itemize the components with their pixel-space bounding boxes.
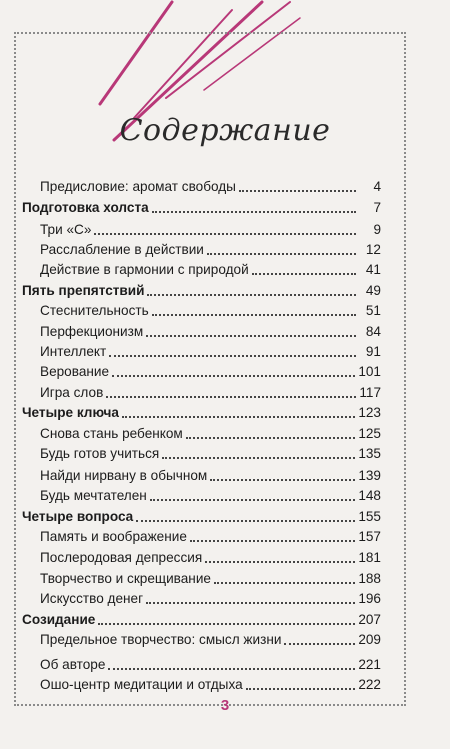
dot-leader <box>186 428 356 439</box>
dot-leader <box>207 244 356 255</box>
toc-entry-page: 135 <box>358 446 381 461</box>
toc-entry <box>40 676 381 694</box>
toc-entry <box>40 343 381 361</box>
toc-entry-page: 51 <box>365 303 381 318</box>
toc-entry-page: 207 <box>358 612 381 627</box>
toc-entry <box>40 302 381 320</box>
toc-section-entry <box>22 404 381 422</box>
toc-entry <box>40 178 381 196</box>
toc-entry-title: Действие в гармонии с природой <box>40 262 249 277</box>
dot-leader <box>205 552 355 563</box>
toc-entry-page: 117 <box>359 385 381 400</box>
toc-entry-title: Интеллект <box>40 344 107 359</box>
toc-entry <box>40 656 381 674</box>
toc-entry <box>40 221 381 239</box>
dot-leader <box>214 573 355 584</box>
toc-entry <box>40 363 381 381</box>
dot-leader <box>239 181 356 192</box>
toc-section-entry <box>22 199 381 217</box>
toc-entry-title: Будь мечтателен <box>40 488 147 503</box>
dot-leader <box>152 202 356 213</box>
toc-section-entry <box>22 611 381 629</box>
toc-entry-title: Найди нирвану в обычном <box>40 468 208 483</box>
toc-entry <box>40 549 381 567</box>
dot-leader <box>162 448 355 459</box>
toc-entry <box>40 425 381 443</box>
dot-leader <box>108 659 355 670</box>
toc-entry <box>40 467 381 485</box>
toc-entry-page: 49 <box>365 283 381 298</box>
toc-entry-page: 125 <box>358 426 381 441</box>
toc-entry-title: Стеснительность <box>40 303 149 318</box>
toc-section-entry <box>22 508 381 526</box>
toc-entry <box>40 631 381 649</box>
toc-entry-title: Предисловие: аромат свободы <box>40 179 236 194</box>
dot-leader <box>109 346 356 357</box>
toc-entry-page: 155 <box>358 509 381 524</box>
toc-entry <box>40 487 381 505</box>
toc-entry <box>40 445 381 463</box>
toc-entry-page: 7 <box>373 200 381 215</box>
dot-leader <box>106 387 356 398</box>
toc-entry-page: 12 <box>365 242 381 257</box>
toc-entry-page: 181 <box>358 550 381 565</box>
dot-leader <box>146 326 356 337</box>
dot-leader <box>147 285 356 296</box>
toc-entry-page: 188 <box>358 571 381 586</box>
toc-entry-page: 221 <box>358 657 381 672</box>
dot-leader <box>150 490 356 501</box>
toc-entry-title: Четыре ключа <box>22 405 119 420</box>
toc-entry <box>40 261 381 279</box>
toc-entry <box>40 241 381 259</box>
dot-leader <box>246 679 356 690</box>
dot-leader <box>210 470 355 481</box>
toc-entry-page: 4 <box>373 179 381 194</box>
toc-entry-page: 9 <box>373 222 381 237</box>
dot-leader <box>284 634 355 645</box>
toc-entry-page: 101 <box>358 364 381 379</box>
toc-entry-title: Ошо-центр медитации и отдыха <box>40 677 243 692</box>
toc-entry <box>40 590 381 608</box>
toc-entry-title: Перфекционизм <box>40 324 144 339</box>
dot-leader <box>112 366 355 377</box>
toc-entry-page: 123 <box>358 405 381 420</box>
page-number: 3 <box>220 697 230 714</box>
toc-entry-page: 222 <box>358 677 381 692</box>
dot-leader <box>98 614 355 625</box>
toc-entry-page: 139 <box>358 468 381 483</box>
toc-entry-title: Подготовка холста <box>22 200 149 215</box>
toc-entry <box>40 323 381 341</box>
toc-section-entry <box>22 282 381 300</box>
toc-entry-title: Четыре вопроса <box>22 509 134 524</box>
toc-entry-title: Пять препятствий <box>22 283 145 298</box>
toc-entry-title: Будь готов учиться <box>40 446 160 461</box>
toc-entry <box>40 570 381 588</box>
toc-entry-title: Послеродовая депрессия <box>40 550 203 565</box>
dot-leader <box>94 224 356 235</box>
toc-entry-title: Игра слов <box>40 385 104 400</box>
toc-entry <box>40 528 381 546</box>
page-title: Содержание <box>119 113 331 148</box>
toc-entry-page: 91 <box>365 344 381 359</box>
toc-entry-page: 84 <box>365 324 381 339</box>
dot-leader <box>190 531 355 542</box>
dot-leader <box>252 264 356 275</box>
toc-entry-title: Снова стань ребенком <box>40 426 183 441</box>
toc-entry-page: 148 <box>358 488 381 503</box>
toc-entry-title: Три «С» <box>40 222 92 237</box>
toc-entry-title: Верование <box>40 364 110 379</box>
dot-leader <box>152 305 356 316</box>
toc-entry-title: Об авторе <box>40 657 106 672</box>
toc-entry-title: Искусство денег <box>40 591 144 606</box>
dot-leader <box>136 511 355 522</box>
toc-entry-page: 196 <box>358 591 381 606</box>
toc-entry <box>40 384 381 402</box>
dot-leader <box>122 407 355 418</box>
toc-entry-title: Память и воображение <box>40 529 187 544</box>
toc-entry-title: Предельное творчество: смысл жизни <box>40 632 282 647</box>
dot-leader <box>146 593 355 604</box>
toc-entry-title: Расслабление в действии <box>40 242 204 257</box>
toc-entry-page: 157 <box>358 529 381 544</box>
toc-entry-title: Созидание <box>22 612 96 627</box>
toc-entry-title: Творчество и скрещивание <box>40 571 211 586</box>
toc-entry-page: 41 <box>365 262 381 277</box>
toc-entry-page: 209 <box>358 632 381 647</box>
